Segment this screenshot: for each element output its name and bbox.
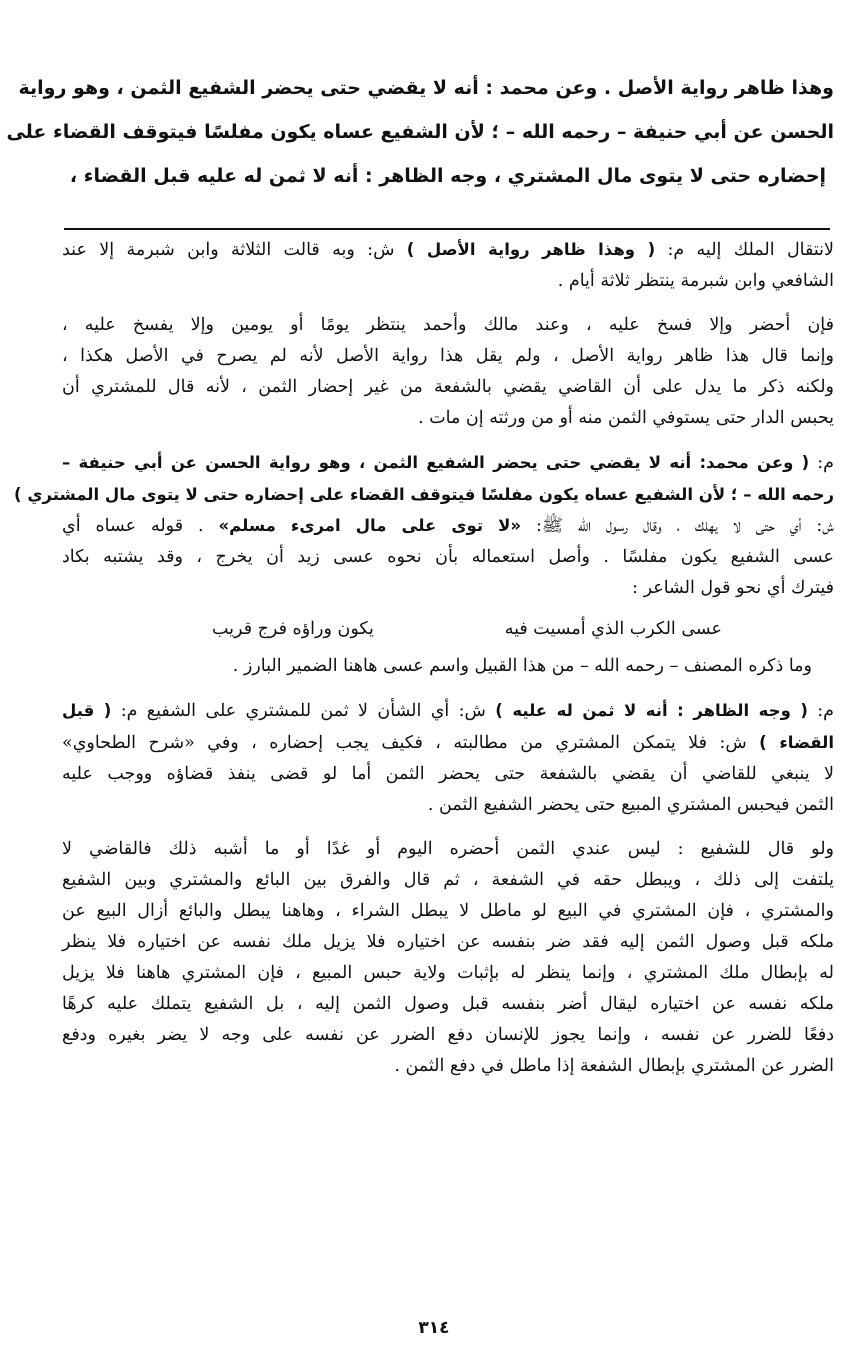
poetry-verse — [62, 614, 834, 645]
commentary-line: فيترك أي نحو قول الشاعر : — [632, 578, 834, 598]
verse-second-hemistich: يكون وراؤه فرج قريب — [212, 619, 374, 639]
commentary-line: الثمن فيحبس المشتري المبيع حتى يحضر الشفيع الثمن . — [427, 795, 834, 815]
quoted-matn: القضاء ) — [759, 733, 834, 752]
main-text-line: الحسن عن أبي حنيفة – رحمه الله – ؛ لأن الشفيع عساه يكون مفلسًا فيتوقف القضاء على — [6, 121, 834, 143]
quoted-matn: ( وهذا ظاهر رواية الأصل ) — [406, 240, 656, 259]
commentary-line: القضاء ) ش: فلا يتمكن المشتري من مطالبته ، فكيف يجب إحضاره ، وفي «شرح الطحاوي» — [62, 733, 834, 753]
commentary-paragraph — [62, 310, 834, 434]
commentary-line: ش: أي حتى لا يهلك ، وقال رسول الله ﷺ: «لا توى على مال امرىء مسلم» . قوله عساه أي — [62, 516, 834, 536]
commentary-paragraph — [62, 695, 834, 821]
commentary-line: والمشتري ، فإن المشتري في البيع لو ماطل لا يبطل الشراء ، وهاهنا يبطل والبائع أزال البيع عن — [62, 901, 834, 921]
quoted-matn: ( قبل — [62, 701, 112, 720]
commentary-paragraph — [14, 447, 834, 682]
commentary-line: وإنما قال هذا ظاهر رواية الأصل ، ولم يقل هذا رواية الأصل لأنه لم يصرح في الأصل هكذا ، — [62, 346, 834, 366]
commentary-paragraph — [62, 834, 834, 1082]
commentary-line: وما ذكره المصنف – رحمه الله – من هذا القبيل واسم عسى هاهنا الضمير البارز . — [232, 656, 812, 676]
hadith-quote: «لا توى على مال امرىء مسلم» — [218, 516, 522, 535]
commentary-line: م: ( وجه الظاهر : أنه لا ثمن له عليه ) ش: أي الشأن لا ثمن للمشتري على الشفيع م: ( قبل — [62, 701, 834, 721]
main-text-line: إحضاره حتى لا يتوى مال المشتري ، وجه الظاهر : أنه لا ثمن له عليه قبل القضاء ، — [69, 165, 827, 187]
commentary-line: م: ( وعن محمد: أنه لا يقضي حتى يحضر الشفيع الثمن ، وهو رواية الحسن عن أبي حنيفة – — [62, 453, 834, 473]
main-text-line: وهذا ظاهر رواية الأصل . وعن محمد : أنه لا يقضي حتى يحضر الشفيع الثمن ، وهو رواية — [18, 77, 834, 99]
commentary-line: يحبس الدار حتى يستوفي الثمن منه أو من ورثته إن مات . — [418, 408, 834, 428]
commentary-line: ملكه قبل وصول الثمن إليه فقد ضر بنفسه عن اختياره فلا يزيل ملك نفسه عن اختياره فلا ينظر — [62, 932, 834, 952]
quoted-matn: ( وجه الظاهر : أنه لا ثمن له عليه ) — [495, 701, 808, 720]
commentary-line: الضرر عن المشتري بإبطال الشفعة إذا ماطل في دفع الثمن . — [394, 1056, 834, 1076]
commentary-line: ملكه نفسه عن اختياره ليقال أضر بنفسه قبل وصول الثمن إليه ، بل الشفيع يتملك عليه كرهًا — [62, 994, 834, 1014]
commentary-line: دفعًا للضرر عن نفسه ، وإنما يجوز للإنسان دفع الضرر عن نفسه على وجه لا يضر بغيره ودفع — [62, 1025, 834, 1045]
quoted-matn: ( وعن محمد: أنه لا يقضي حتى يحضر الشفيع الثمن ، وهو رواية الحسن عن أبي حنيفة – — [62, 453, 810, 472]
commentary-line: عسى الشفيع يكون مفلسًا . وأصل استعماله بأن نحوه عسى زيد أن يخرج ، وقد يشتبه بكاد — [62, 547, 834, 567]
commentary-line: فإن أحضر وإلا فسخ عليه ، وعند مالك وأحمد ينتظر يومًا أو يومين وإلا يفسخ عليه ، — [62, 315, 834, 335]
commentary-line: الشافعي وابن شبرمة ينتظر ثلاثة أيام . — [557, 271, 834, 291]
commentary-line: يلتفت إلى ذلك ، ويبطل حقه في الشفعة ، ثم قال والفرق بين البائع والمشتري وبين الشفيع — [62, 870, 834, 890]
commentary-line: ولو قال للشفيع : ليس عندي الثمن أحضره اليوم أو غدًا أو ما أشبه ذلك فالقاضي لا — [62, 839, 834, 859]
verse-first-hemistich: عسى الكرب الذي أمسيت فيه — [504, 619, 722, 639]
page-number: ٣١٤ — [418, 1318, 450, 1338]
separator-rule — [64, 228, 830, 230]
commentary-paragraph — [62, 234, 834, 297]
commentary-line: لانتقال الملك إليه م: ( وهذا ظاهر رواية الأصل ) ش: وبه قالت الثلاثة وابن شبرمة إلا عند — [62, 240, 834, 260]
commentary-line: ولكنه ذكر ما يدل على أن القاضي يقضي بالشفعة من غير إحضار الثمن ، لأنه قال للمشتري أن — [62, 377, 834, 397]
quoted-matn-line: رحمه الله – ؛ لأن الشفيع عساه يكون مفلسًا فيتوقف القضاء على إحضاره حتى لا يتوى مال المشتري ) — [14, 485, 834, 504]
main-text — [6, 66, 834, 198]
commentary — [14, 234, 834, 1095]
commentary-line: لا ينبغي للقاضي أن يقضي بالشفعة حتى يحضر الثمن أما لو قضى ينفذ قضاؤه ووجب عليه — [62, 764, 834, 784]
commentary-line: له بإبطال ملك المشتري ، وإنما ينظر له بإثبات ولاية حبس المبيع ، فإن المشتري هاهنا فلا يزيل — [62, 963, 834, 983]
